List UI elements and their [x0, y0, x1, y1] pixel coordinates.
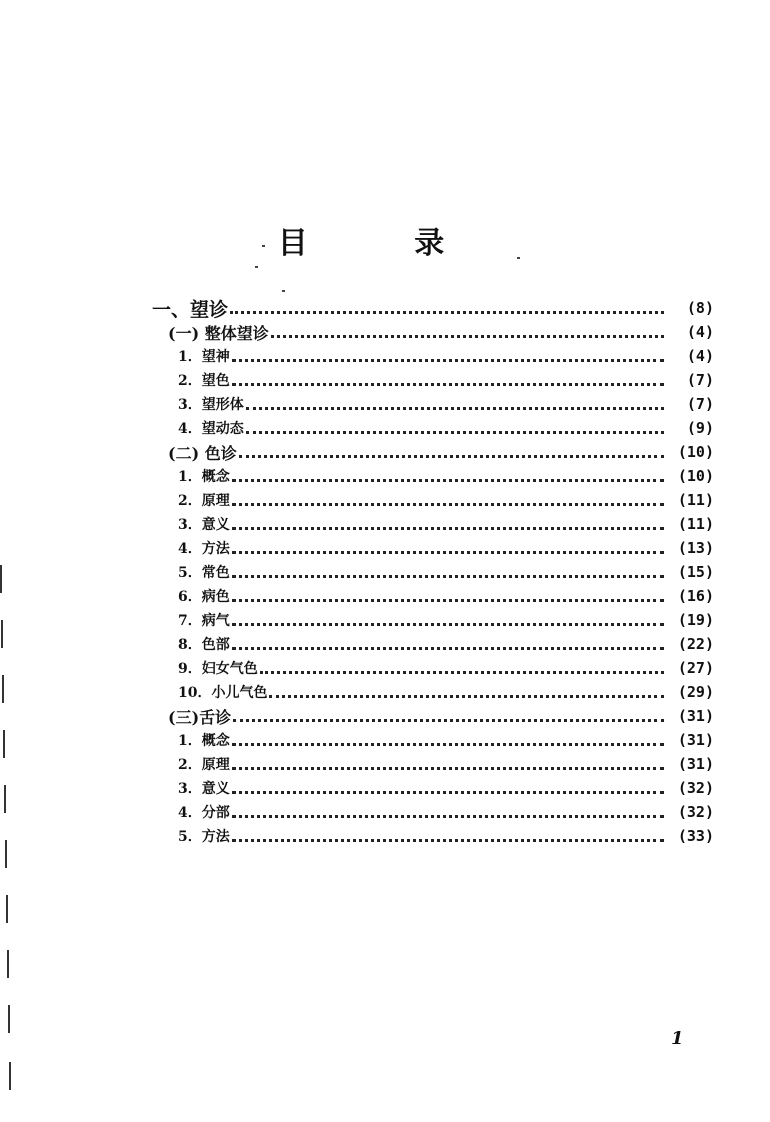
- scan-margin-mark: [1, 620, 3, 648]
- toc-entry-label: 5．常色: [178, 565, 230, 581]
- toc-entry-page: (31): [677, 731, 714, 749]
- toc-entry: [152, 656, 714, 680]
- toc-entry-page: (31): [677, 707, 714, 725]
- toc-entry-label: 一、望诊: [152, 298, 229, 321]
- scan-speck: [517, 257, 520, 259]
- toc-entry: [152, 392, 714, 416]
- toc-entry-page: (9): [686, 419, 714, 437]
- dot-leader: [246, 407, 664, 410]
- scan-margin-mark: [2, 675, 4, 703]
- toc-entry: [152, 752, 714, 776]
- scan-margin-mark: [3, 730, 5, 758]
- toc-entry: [152, 608, 714, 632]
- dot-leader: [232, 743, 664, 746]
- dot-leader: [232, 767, 664, 770]
- toc-entry-label: 1．概念: [178, 733, 230, 749]
- toc-entry-page: (33): [677, 827, 714, 845]
- toc-entry: [152, 464, 714, 488]
- toc-entry: [152, 776, 714, 800]
- toc-entry-label: 4．望动态: [178, 421, 244, 437]
- toc-entry-page: (16): [677, 587, 714, 605]
- dot-leader: [232, 527, 664, 530]
- toc-entry: [152, 824, 714, 848]
- toc-entry: [152, 320, 714, 344]
- scan-margin-mark: [0, 565, 2, 593]
- dot-leader: [232, 647, 664, 650]
- toc-entry-label: 3．意义: [178, 517, 230, 533]
- toc-entry-page: (29): [677, 683, 714, 701]
- toc-entry: [152, 800, 714, 824]
- dot-leader: [246, 431, 664, 434]
- toc-entry-label: 4．方法: [178, 541, 230, 557]
- dot-leader: [233, 719, 664, 722]
- toc-entry-label: 1．望神: [178, 349, 230, 365]
- dot-leader: [239, 455, 664, 458]
- dot-leader: [232, 599, 664, 602]
- dot-leader: [260, 671, 664, 674]
- toc-entry-page: (15): [677, 563, 714, 581]
- toc-entry-label: 2．望色: [178, 373, 230, 389]
- dot-leader: [232, 383, 664, 386]
- scan-speck: [262, 245, 265, 247]
- dot-leader: [232, 359, 664, 362]
- toc-entry-page: (4): [686, 323, 714, 341]
- toc-entry-label: 1．概念: [178, 469, 230, 485]
- toc-entry: [152, 584, 714, 608]
- toc-entry-page: (22): [677, 635, 714, 653]
- toc-entry-page: (10): [677, 467, 714, 485]
- toc-entry-label: 9．妇女气色: [178, 661, 258, 677]
- scan-margin-mark: [9, 1062, 11, 1090]
- dot-leader: [232, 623, 664, 626]
- dot-leader: [232, 839, 664, 842]
- toc-entry-page: (7): [686, 395, 714, 413]
- dot-leader: [232, 791, 664, 794]
- toc-entry-page: (4): [686, 347, 714, 365]
- toc-entry-page: (7): [686, 371, 714, 389]
- toc-entry-label: 10．小儿气色: [178, 685, 268, 701]
- scan-margin-mark: [8, 1005, 10, 1033]
- toc-entry: [152, 704, 714, 728]
- toc-entry-label: 2．原理: [178, 493, 230, 509]
- toc-entry-page: (11): [677, 491, 714, 509]
- toc-entry-label: 7．病气: [178, 613, 230, 629]
- toc-entry-page: (11): [677, 515, 714, 533]
- scan-speck: [282, 290, 285, 292]
- dot-leader: [271, 335, 664, 338]
- toc-entry-page: (27): [677, 659, 714, 677]
- toc-entry-label: (一) 整体望诊: [168, 323, 269, 343]
- toc-entry-page: (31): [677, 755, 714, 773]
- toc-entry-label: 4．分部: [178, 805, 230, 821]
- toc-entry: [152, 632, 714, 656]
- toc-entry-label: 2．原理: [178, 757, 230, 773]
- toc-entry: [152, 512, 714, 536]
- toc-entry-label: (三)舌诊: [168, 707, 232, 727]
- dot-leader: [232, 551, 664, 554]
- dot-leader: [230, 311, 664, 314]
- toc-entry: [152, 368, 714, 392]
- toc-entry: [152, 440, 714, 464]
- toc-entry: [152, 488, 714, 512]
- toc-entry: [152, 296, 714, 320]
- toc-entry-label: 5．方法: [178, 829, 230, 845]
- scan-margin-mark: [4, 785, 6, 813]
- toc-entry-page: (19): [677, 611, 714, 629]
- scan-margin-mark: [7, 950, 9, 978]
- toc-entry: [152, 728, 714, 752]
- scan-speck: [255, 266, 258, 268]
- toc-entry-page: (32): [677, 779, 714, 797]
- toc-entry: [152, 536, 714, 560]
- toc-entry-page: (10): [677, 443, 714, 461]
- dot-leader: [269, 695, 664, 698]
- toc-entry-page: (8): [686, 299, 714, 317]
- dot-leader: [232, 479, 664, 482]
- toc-entry-label: 3．望形体: [178, 397, 244, 413]
- dot-leader: [232, 575, 664, 578]
- scan-margin-mark: [5, 840, 7, 868]
- toc-entry: [152, 560, 714, 584]
- dot-leader: [232, 503, 664, 506]
- page-number: 1: [671, 1028, 684, 1049]
- toc-entry-label: (二) 色诊: [168, 443, 237, 463]
- dot-leader: [232, 815, 664, 818]
- toc-entry-label: 8．色部: [178, 637, 230, 653]
- page-title: 目 录: [277, 226, 493, 261]
- toc-entry: [152, 680, 714, 704]
- toc-entry: [152, 416, 714, 440]
- toc-entry: [152, 344, 714, 368]
- toc-entry-page: (32): [677, 803, 714, 821]
- toc-entry-label: 6．病色: [178, 589, 230, 605]
- toc-entry-page: (13): [677, 539, 714, 557]
- toc-entry-label: 3．意义: [178, 781, 230, 797]
- scan-margin-mark: [6, 895, 8, 923]
